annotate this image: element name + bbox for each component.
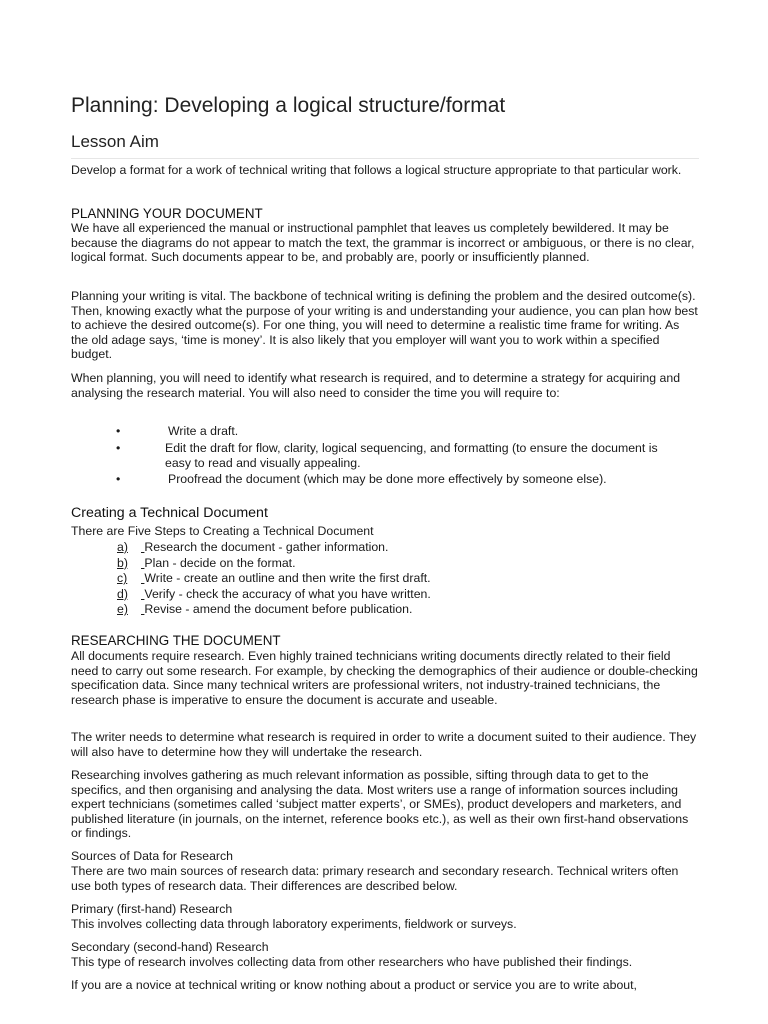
secondary-text: This type of research involves collecting data from other researchers who have published their findings. bbox=[71, 955, 633, 969]
creating-heading: Creating a Technical Document bbox=[71, 505, 268, 521]
step-text: Revise - amend the document before publication. bbox=[144, 602, 413, 617]
sources-heading: Sources of Data for Research bbox=[71, 849, 233, 863]
planning-bullet-list bbox=[116, 424, 676, 489]
planning-heading: PLANNING YOUR DOCUMENT bbox=[71, 206, 263, 221]
page-title: Planning: Developing a logical structure/format bbox=[71, 94, 506, 117]
list-item: • Write a draft. bbox=[116, 424, 239, 438]
creating-steps-list bbox=[117, 540, 431, 618]
list-item bbox=[117, 556, 431, 572]
researching-heading: RESEARCHING THE DOCUMENT bbox=[71, 633, 281, 648]
step-text: Write - create an outline and then write the first draft. bbox=[144, 571, 431, 586]
planning-paragraph-3: When planning, you will need to identify what research is required, and to determine a strategy for acquiring and analysing the research material. You will also need to consider the time you will require to: bbox=[71, 371, 681, 400]
primary-heading: Primary (first-hand) Research bbox=[71, 902, 233, 916]
researching-paragraph-1: All documents require research. Even highly trained technicians writing documents directly related to their field need to carry out some research. For example, by checking the demographics of their audience or double-checking specification data. Since many technical writers are professional writers, not industry-trained technicians, the research phase is imperative to ensure the document is accurate and useable. bbox=[71, 649, 698, 707]
lesson-aim-heading: Lesson Aim bbox=[71, 132, 699, 159]
list-item bbox=[117, 587, 431, 603]
list-item: • Proofread the document (which may be done more effectively by someone else). bbox=[116, 472, 607, 487]
lesson-aim-text: Develop a format for a work of technical writing that follows a logical structure appropriate to that particular work. bbox=[71, 163, 682, 177]
sources-text: There are two main sources of research data: primary research and secondary research. Technical writers often use both types of research data. Their differences are described below. bbox=[71, 864, 679, 893]
step-text: Plan - decide on the format. bbox=[144, 555, 296, 570]
step-letter: c) bbox=[117, 571, 128, 586]
researching-paragraph-2: The writer needs to determine what research is required in order to write a document suited to their audience. They will also have to determine how they will undertake the research. bbox=[71, 730, 697, 759]
list-item bbox=[117, 571, 431, 587]
bullet-icon: • bbox=[116, 440, 121, 455]
list-item: • Edit the draft for flow, clarity, logical sequencing, and formatting (to ensure the document is easy to read and visually appealing. bbox=[116, 440, 658, 470]
step-text: Research the document - gather information. bbox=[144, 540, 389, 554]
list-item bbox=[117, 602, 431, 618]
researching-paragraph-3: Researching involves gathering as much relevant information as possible, sifting through data to get to the specifics, and then organising and analysing the data. Most writers use a range of information sources including expert technicians (sometimes called ‘subject matter experts’, or SMEs), product developers and marketers, and published literature (in journals, on the internet, reference books etc.), as well as their own first-hand observations or findings. bbox=[71, 768, 689, 841]
bullet-icon: • bbox=[116, 472, 121, 487]
step-letter: a) bbox=[117, 540, 128, 554]
primary-text: This involves collecting data through laboratory experiments, fieldwork or surveys. bbox=[71, 917, 517, 931]
step-letter: e) bbox=[117, 602, 128, 617]
bullet-icon: • bbox=[116, 424, 121, 438]
planning-paragraph-1: We have all experienced the manual or instructional pamphlet that leaves us completely bewildered. It may be because the diagrams do not appear to match the text, the grammar is incorrect or ambiguous, or there is no clear, logical format. Such documents appear to be, and probably are, poorly or insufficiently planned. bbox=[71, 221, 695, 265]
step-letter: b) bbox=[117, 555, 128, 570]
step-letter: d) bbox=[117, 586, 128, 601]
creating-intro: There are Five Steps to Creating a Technical Document bbox=[71, 524, 374, 538]
list-item bbox=[117, 540, 431, 556]
step-text: Verify - check the accuracy of what you have written. bbox=[144, 586, 431, 601]
secondary-heading: Secondary (second-hand) Research bbox=[71, 940, 269, 954]
cutoff-paragraph: If you are a novice at technical writing or know nothing about a product or service you are to write about, bbox=[71, 978, 637, 992]
planning-paragraph-2: Planning your writing is vital. The backbone of technical writing is defining the problem and the desired outcome(s). Then, knowing exactly what the purpose of your writing is and understanding your audience, you can plan how best to achieve the desired outcome(s). For one thing, you will need to determine a realistic time frame for writing. As the old adage says, ‘time is money’. It is also likely that you employer will want you to work within a specified budget. bbox=[71, 289, 698, 362]
